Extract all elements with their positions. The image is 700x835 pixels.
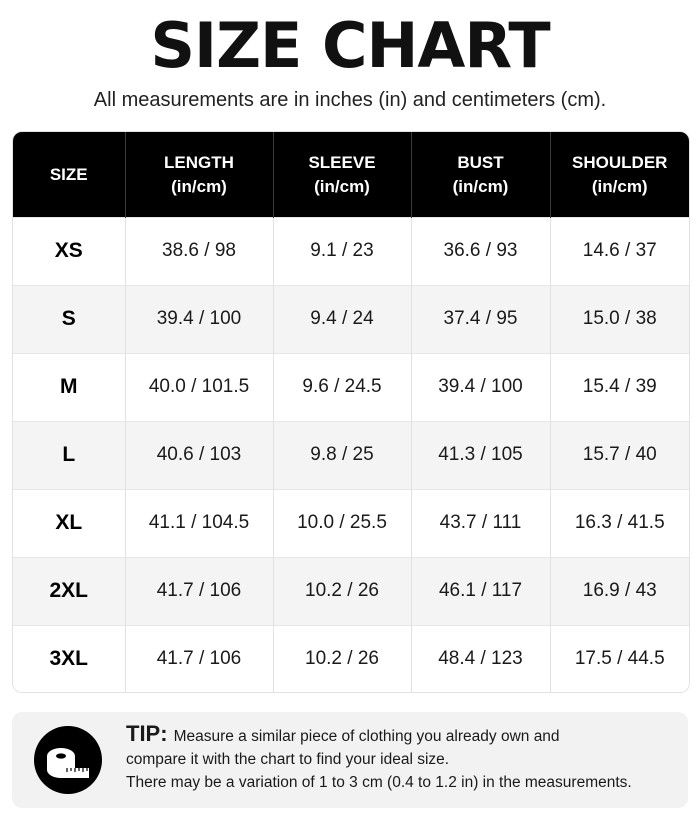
table-row xyxy=(13,218,689,286)
header-sleeve xyxy=(273,132,411,218)
sleeve-cell: 10.2 / 26 xyxy=(273,557,411,625)
length-cell: 41.7 / 106 xyxy=(125,557,273,625)
shoulder-cell: 14.6 / 37 xyxy=(550,218,689,286)
tip-line-3: There may be a variation of 1 to 3 cm (0.4 to 1.2 in) in the measurements. xyxy=(126,774,632,791)
tip-box xyxy=(12,712,688,808)
shoulder-cell: 16.9 / 43 xyxy=(550,557,689,625)
header-shoulder-label: SHOULDER xyxy=(572,152,668,172)
shoulder-cell: 15.0 / 38 xyxy=(550,285,689,353)
bust-cell: 43.7 / 111 xyxy=(411,489,550,557)
size-cell: XS xyxy=(13,218,125,286)
header-shoulder xyxy=(550,132,689,218)
size-cell: M xyxy=(13,353,125,421)
header-size-label: SIZE xyxy=(49,164,88,184)
size-cell: 3XL xyxy=(13,625,125,692)
page-subtitle: All measurements are in inches (in) and centimeters (cm). xyxy=(93,89,607,111)
header-size xyxy=(13,132,125,218)
table-row xyxy=(13,421,689,489)
bust-cell: 37.4 / 95 xyxy=(411,285,550,353)
shoulder-cell: 15.4 / 39 xyxy=(550,353,689,421)
table-row xyxy=(13,625,689,692)
table-header-row xyxy=(13,132,689,218)
length-cell: 40.0 / 101.5 xyxy=(125,353,273,421)
bust-cell: 39.4 / 100 xyxy=(411,353,550,421)
tip-line-2: compare it with the chart to find your ideal size. xyxy=(126,751,450,768)
tip-text xyxy=(126,722,678,794)
size-table-container xyxy=(12,131,690,693)
shoulder-cell: 15.7 / 40 xyxy=(550,421,689,489)
header-bust-label: BUST xyxy=(457,152,504,172)
header-length xyxy=(125,132,273,218)
page-title: SIZE CHART xyxy=(150,9,550,82)
size-cell: L xyxy=(13,421,125,489)
bust-cell: 41.3 / 105 xyxy=(411,421,550,489)
size-cell: 2XL xyxy=(13,557,125,625)
tip-label: TIP: xyxy=(126,721,168,746)
sleeve-cell: 10.0 / 25.5 xyxy=(273,489,411,557)
shoulder-cell: 16.3 / 41.5 xyxy=(550,489,689,557)
header-sleeve-unit: (in/cm) xyxy=(314,176,370,196)
table-row xyxy=(13,489,689,557)
sleeve-cell: 9.1 / 23 xyxy=(273,218,411,286)
shoulder-cell: 17.5 / 44.5 xyxy=(550,625,689,692)
bust-cell: 48.4 / 123 xyxy=(411,625,550,692)
length-cell: 38.6 / 98 xyxy=(125,218,273,286)
header-length-label: LENGTH xyxy=(164,152,234,172)
length-cell: 40.6 / 103 xyxy=(125,421,273,489)
sleeve-cell: 9.8 / 25 xyxy=(273,421,411,489)
length-cell: 41.7 / 106 xyxy=(125,625,273,692)
table-row xyxy=(13,557,689,625)
bust-cell: 46.1 / 117 xyxy=(411,557,550,625)
header-sleeve-label: SLEEVE xyxy=(308,152,376,172)
sleeve-cell: 9.4 / 24 xyxy=(273,285,411,353)
size-table xyxy=(13,132,689,692)
measuring-tape-icon xyxy=(34,726,102,794)
tip-line-1: Measure a similar piece of clothing you already own and xyxy=(173,728,560,745)
header-shoulder-unit: (in/cm) xyxy=(591,176,648,196)
size-cell: S xyxy=(13,285,125,353)
sleeve-cell: 9.6 / 24.5 xyxy=(273,353,411,421)
sleeve-cell: 10.2 / 26 xyxy=(273,625,411,692)
header-length-unit: (in/cm) xyxy=(171,176,227,196)
length-cell: 39.4 / 100 xyxy=(125,285,273,353)
size-cell: XL xyxy=(13,489,125,557)
length-cell: 41.1 / 104.5 xyxy=(125,489,273,557)
header-bust xyxy=(411,132,550,218)
table-row xyxy=(13,285,689,353)
bust-cell: 36.6 / 93 xyxy=(411,218,550,286)
header-bust-unit: (in/cm) xyxy=(452,176,509,196)
table-row xyxy=(13,353,689,421)
